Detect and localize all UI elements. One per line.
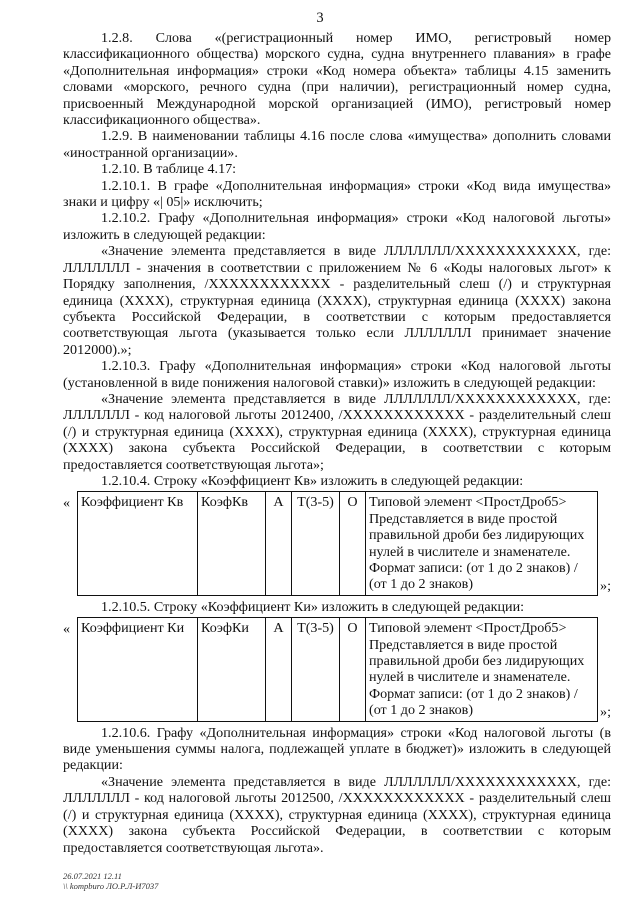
table-ki: [77, 617, 598, 721]
paragraph-1-2-10-6: 1.2.10.6. Графу «Дополнительная информация» строки «Код налоговой льготы (в виде уменьшения суммы налога, подлежащей уплате в бюджет)» изложить в следующей редакции:: [63, 724, 611, 774]
paragraph-1-2-10-1: 1.2.10.1. В графе «Дополнительная информация» строки «Код вида имущества» знаки и цифру «| 05|» исключить;: [63, 177, 611, 211]
cell-element-code: КоэфКв: [198, 492, 266, 595]
page-number: 3: [316, 10, 324, 26]
table-row: [78, 492, 598, 595]
quote-close: »;: [600, 578, 611, 595]
footer-date: 26.07.2021 12.11: [63, 871, 122, 881]
quote-close: »;: [600, 704, 611, 721]
cell-element-format: Т(3-5): [292, 618, 340, 721]
cell-element-format: Т(3-5): [292, 492, 340, 595]
cell-element-description: Типовой элемент <ПростДроб5> Представляется в виде простой правильной дроби без лидирующих нулей в числителе и знаменателе. Формат записи: (от 1 до 2 знаков) / (от 1 до 2 знаков): [366, 618, 598, 721]
cell-element-name: Коэффициент Кв: [78, 492, 198, 595]
cell-element-name: Коэффициент Ки: [78, 618, 198, 721]
cell-element-required: О: [340, 492, 366, 595]
paragraph-1-2-8: 1.2.8. Слова «(регистрационный номер ИМО, регистровый номер классификационного общества) морского судна, судна внутреннего плавания» в графе «Дополнительная информация» строки «Код номера объекта» таблицы 4.15 заменить словами «морского, речного судна (при наличии), регистрационный номер судна, присвоенный Международной морской организацией (ИМО), регистровый номер классификационного общества».: [63, 30, 611, 129]
table-kv: [77, 491, 598, 595]
cell-element-type: А: [266, 618, 292, 721]
paragraph-1-2-10-4: 1.2.10.4. Строку «Коэффициент Кв» изложить в следующей редакции:: [101, 472, 524, 489]
table-ki-block: [63, 617, 611, 721]
paragraph-1-2-10-2: 1.2.10.2. Графу «Дополнительная информация» строки «Код налоговой льготы» изложить в следующей редакции:: [63, 210, 611, 243]
table-kv-block: [63, 491, 611, 595]
paragraph-1-2-10-5: 1.2.10.5. Строку «Коэффициент Ки» изложить в следующей редакции:: [101, 598, 525, 615]
quote-1-2-10-2: «Значение элемента представляется в виде ЛЛЛЛЛЛЛ/ХХХХХХХХХХХХ, где: ЛЛЛЛЛЛЛ - значения в соответствии с приложением № 6 «Коды налоговых льгот» к Порядку заполнения, /ХХХХХХХХХХХХ - разделительный слеш (/) и структурная единица (ХХХХ), структурная единица (ХХХХ), структурная единица (ХХХХ) закона субъекта Российской Федерации, в соответствии с которым предоставляется соответствующая льгота (указывается только если ЛЛЛЛЛЛЛ принимает значение 2012000).»;: [63, 243, 611, 358]
cell-element-type: А: [266, 492, 292, 595]
cell-element-description: Типовой элемент <ПростДроб5> Представляется в виде простой правильной дроби без лидирующих нулей в числителе и знаменателе. Формат записи: (от 1 до 2 знаков) / (от 1 до 2 знаков): [366, 492, 598, 595]
document-body: [63, 30, 611, 856]
quote-1-2-10-3: «Значение элемента представляется в виде ЛЛЛЛЛЛЛ/ХХХХХХХХХХХХ, где: ЛЛЛЛЛЛЛ - код налоговой льготы 2012400, /ХХХХХХХХХХХХ - разделительный слеш (/) и структурная единица (ХХХХ), структурная единица (ХХХХ), структурная единица (ХХХХ) закона субъекта Российской Федерации, в соответствии с которым предоставляется соответствующая льгота»;: [63, 390, 611, 473]
paragraph-1-2-10-3: 1.2.10.3. Графу «Дополнительная информация» строки «Код налоговой льготы (установленной в виде понижения налоговой ставки)» изложить в следующей редакции:: [63, 358, 611, 391]
paragraph-1-2-9: 1.2.9. В наименовании таблицы 4.16 после слова «имущества» дополнить словами «иностранной организации».: [63, 128, 611, 161]
paragraph-1-2-10: 1.2.10. В таблице 4.17:: [101, 161, 237, 178]
cell-element-required: О: [340, 618, 366, 721]
quote-open: «: [63, 495, 71, 512]
footer-path: \\ kompburo ЛО.Р.Л-И7037: [63, 881, 159, 891]
quote-1-2-10-6: «Значение элемента представляется в виде ЛЛЛЛЛЛЛ/ХХХХХХХХХХХХ, где: ЛЛЛЛЛЛЛ - код налоговой льготы 2012500, /ХХХХХХХХХХХХ - разделительный слеш (/) и структурная единица (ХХХХ), структурная единица (ХХХХ), структурная единица (ХХХХ) закона субъекта Российской Федерации, в соответствии с которым предоставляется соответствующая льгота».: [63, 773, 611, 856]
table-row: [78, 618, 598, 721]
cell-element-code: КоэфКи: [198, 618, 266, 721]
quote-open: «: [63, 621, 71, 638]
footer: [63, 871, 158, 891]
